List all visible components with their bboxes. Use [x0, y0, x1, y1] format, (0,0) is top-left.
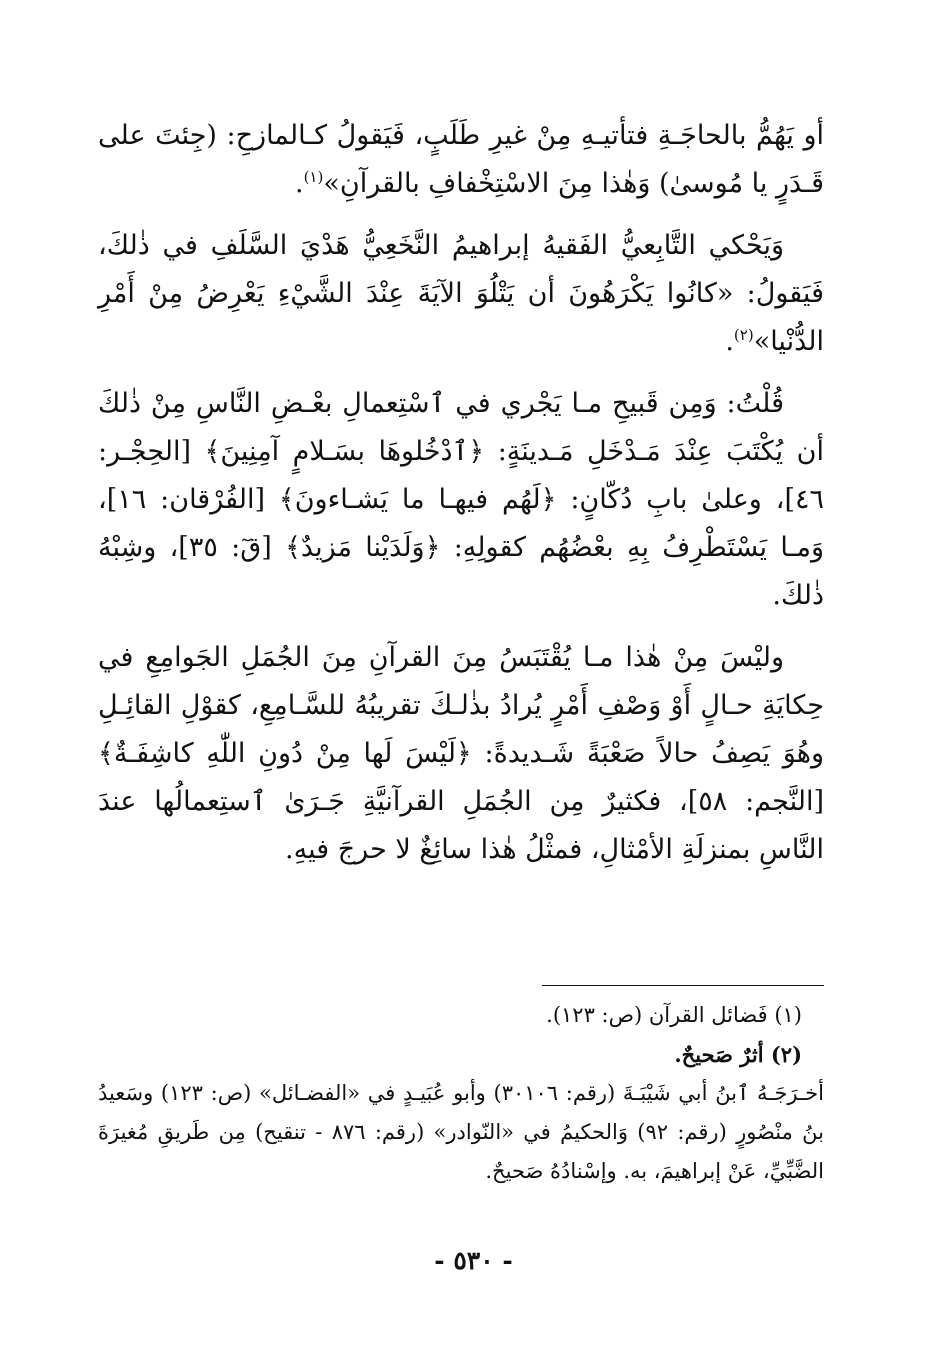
paragraph-1-tail: . — [294, 168, 304, 199]
footnote-2: (٢) أثرٌ صَحيحٌ. — [674, 1042, 802, 1067]
paragraph-2 — [98, 222, 824, 366]
footnote-1: (١) فَضائل القرآن (ص: ١٢٣). — [546, 1003, 802, 1027]
page-number: - ٥٣٠ - — [434, 1246, 513, 1275]
paragraph-1 — [98, 112, 824, 208]
paragraph-3-text: قُلْتُ: وَمِن قَبيحِ مـا يَجْري في ٱسْتِعمالِ بعْـضِ النَّاسِ مِنْ ذٰلكَ أن يُكْتَبَ عِنْدَ مَـدْخَلِ مَـدينَةٍ: ﴿ٱدْخُلوهَا بسَـلامٍ آمِنِينَ﴾ [الحِجْـر: ٤٦]، وعلىٰ بابِ دُكّانٍ: ﴿لَهُم فيهـا ما يَشـاءونَ﴾ [الفُرْقان: ١٦]، وَمـا يَسْتَطْرِفُ بِهِ بعْضُهُم كقولِهِ: ﴿وَلَدَيْنا مَزيدٌ﴾ [قٓ: ٣٥]، وشِبْهُ ذٰلكَ. — [98, 388, 825, 611]
paragraph-1-text: أو يَهُمُّ بالحاجَـةِ فتأتيـهِ مِنْ غيرِ طَلَبٍ، فَيَقولُ كـالمازحِ: (جِئتَ على قَـدَرٍ يا مُوسىٰ) وَهٰذا مِنَ الاسْتِخْفافِ بالقرآنِ» — [98, 120, 824, 199]
paragraph-2-text: وَيَحْكي التَّابِعيُّ الفَقيهُ إبراهيمُ النَّخَعِيُّ هَدْيَ السَّلَفِ في ذٰلكَ، فَيَقولُ: «كانُوا يَكْرَهُونَ أن يَتْلُوَ الآيَةَ عِنْدَ الشَّيْءِ يَعْرِضُ مِنْ أَمْرِ الدُّنْيا» — [98, 230, 824, 357]
footnote-ref-1[interactable]: (١) — [303, 168, 324, 186]
paragraph-2-tail: . — [725, 326, 734, 357]
main-text — [98, 112, 824, 888]
paragraph-4-text: وليْسَ مِنْ هٰذا مـا يُقْتَبَسُ مِنَ القرآنِ مِنَ الجُمَلِ الجَوامِعِ في حِكايَةِ حـالٍ أَوْ وَصْفِ أَمْرٍ يُرادُ بذٰلـكَ تقريبُهُ للسَّـامِعِ، كقوْلِ القائِـلِ وهُوَ يَصِفُ حالاً صَعْبَةً شَـديدةً: ﴿لَيْسَ لَها مِنْ دُونِ اللّٰهِ كاشِفَـةٌ﴾ [النَّجم: ٥٨]، فكثيرٌ مِن الجُمَلِ القرآنيَّةِ جَـرَىٰ ٱستِعمالُها عندَ النَّاسِ بمنزلَةِ الأمْثالِ، فمثْلُ هٰذا سائِغٌ لا حرجَ فيهِ. — [98, 642, 824, 865]
footnotes — [98, 996, 824, 1191]
footnote-ref-2[interactable]: (٢) — [733, 326, 754, 344]
paragraph-4 — [98, 634, 824, 874]
paragraph-3 — [98, 380, 824, 620]
footnote-2-detail: أخـرَجَـهُ ٱبنُ أبي شَيْبَـةَ (رقم: ٣٠١٠٦) وأبو عُبَيـدٍ في «الفضـائل» (ص: ١٢٣) وسَعيدُ بنُ منْصُورٍ (رقم: ٩٢) وَالحكيمُ في «النّوادر» (رقم: ٨٧٦ - تنقيح) مِن طَريقِ مُغيرَةَ الضَّبِّيِّ، عَنْ إبراهيمَ، به. وإسْنادُهُ صَحيحٌ. — [98, 1081, 824, 1183]
footnote-separator — [542, 985, 824, 986]
